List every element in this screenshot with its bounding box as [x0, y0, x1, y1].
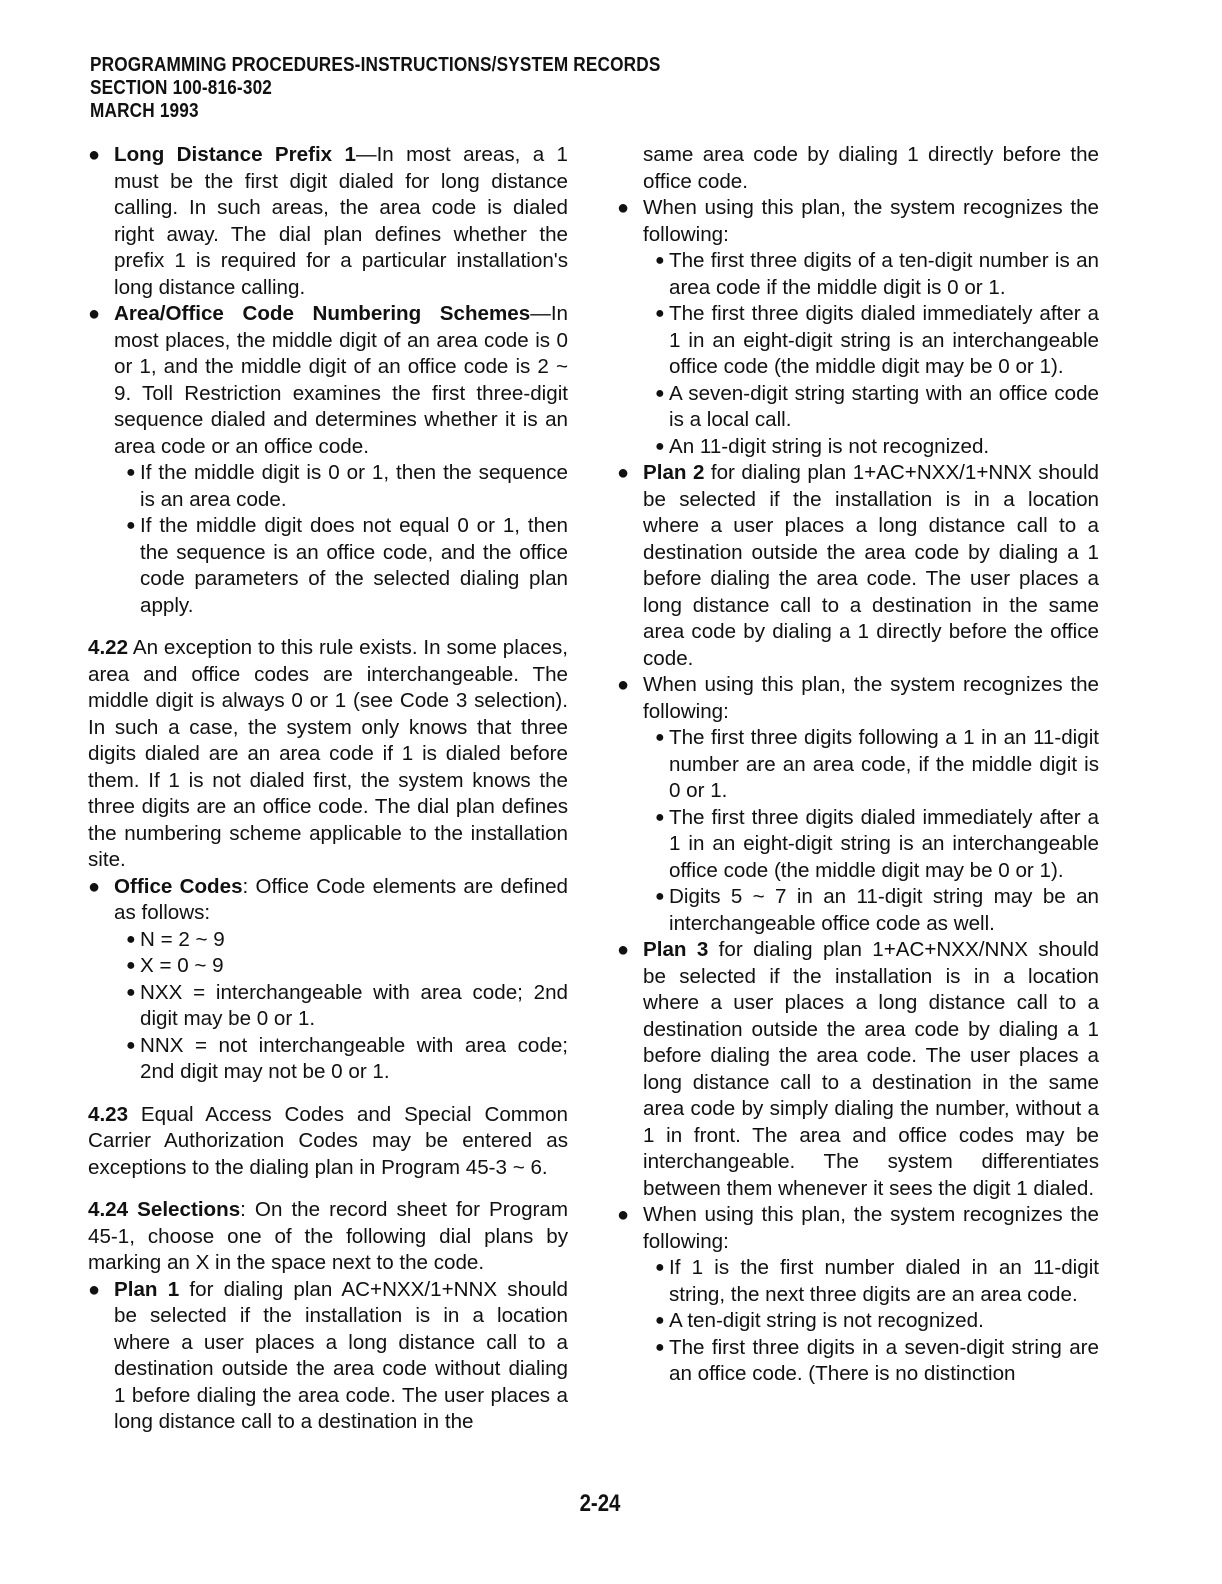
bullet-icon: ●	[617, 462, 630, 484]
bullet-icon: ●	[655, 1259, 665, 1276]
bullet-icon: ●	[655, 808, 665, 826]
paragraph-4-23: 4.23 Equal Access Codes and Special Common Carrier Authorization Codes may be entered as exceptions to the dialing plan in Program 45-3 ~ 6.	[88, 1102, 568, 1179]
sub-bullet: ● N = 2 ~ 9	[116, 927, 568, 954]
header-title: PROGRAMMING PROCEDURES-INSTRUCTIONS/SYSTEM RECORDS	[90, 54, 661, 76]
bullet-icon: ●	[617, 674, 630, 696]
bullet-plan3-recognizes: ● When using this plan, the system recognizes the following:	[617, 1203, 1099, 1253]
bullet-area-office-schemes: ● Area/Office Code Numbering Schemes—In most places, the middle digit of an area code is 0 or 1, and the middle digit of an office code is 2 ~ 9. Toll Restriction examines the first three-digit sequence dialed and determines whether it is an area code or an office code.	[88, 302, 568, 458]
sub-bullet: ● X = 0 ~ 9	[116, 953, 568, 980]
left-column	[88, 142, 568, 1436]
paragraph-4-22: 4.22 An exception to this rule exists. In some places, area and office codes are interchangeable. The middle digit is always 0 or 1 (see Code 3 selection). In such a case, the system only knows that three digits dialed are an area code if 1 is dialed before them. If 1 is not dialed first, the system knows the three digits are an office code. The dial plan defines the numbering scheme applicable to the installation site.	[88, 636, 568, 871]
bullet-icon: ●	[655, 1338, 665, 1356]
bullet-plan-1: ● Plan 1 for dialing plan AC+NXX/1+NNX should be selected if the installation is in a location where a user places a long distance call to a destination outside the area code without dialing 1 before dialing the area code. The user places a long distance call to a destination in the	[88, 1277, 568, 1433]
sub-bullet: ● The first three digits of a ten-digit number is an area code if the middle digit is 0 or 1.	[645, 248, 1099, 301]
header-date: MARCH 1993	[90, 100, 199, 122]
bullet-icon: ●	[126, 464, 136, 481]
bullet-icon: ●	[655, 1312, 665, 1329]
bullet-icon: ●	[655, 305, 665, 322]
sub-bullet: ● The first three digits following a 1 in an 11-digit number are an area code, if the middle digit is 0 or 1.	[645, 725, 1099, 805]
sub-bullet: ● A ten-digit string is not recognized.	[645, 1308, 1099, 1335]
bullet-icon: ●	[655, 437, 665, 455]
bullet-icon: ●	[126, 957, 136, 974]
bullet-icon: ●	[88, 144, 101, 166]
page-number: 2-24	[579, 1490, 621, 1517]
bullet-icon: ●	[655, 384, 665, 402]
sub-bullet: ● An 11-digit string is not recognized.	[645, 434, 1099, 461]
bullet-icon: ●	[617, 939, 630, 961]
bullet-office-codes: ● Office Codes: Office Code elements are defined as follows:	[88, 874, 568, 924]
paragraph-4-24: 4.24 Selections: On the record sheet for Program 45-1, choose one of the following dial plans by marking an X in the space next to the code.	[88, 1198, 568, 1274]
bullet-icon: ●	[126, 517, 136, 534]
bullet-icon: ●	[655, 252, 665, 269]
bullet-icon: ●	[126, 1036, 136, 1054]
header-section: SECTION 100-816-302	[90, 77, 273, 99]
sub-bullet: ● If 1 is the first number dialed in an 11-digit string, the next three digits are an area code.	[645, 1255, 1099, 1308]
continued-text: same area code by dialing 1 directly before the office code.	[643, 143, 1099, 193]
bullet-icon: ●	[655, 888, 665, 905]
page-header	[90, 54, 661, 123]
bullet-plan1-recognizes: ● When using this plan, the system recognizes the following:	[617, 196, 1099, 246]
right-column	[617, 142, 1099, 1388]
bullet-icon: ●	[126, 930, 136, 948]
sub-bullet: ● NXX = interchangeable with area code; 2nd digit may be 0 or 1.	[116, 980, 568, 1033]
sub-bullet: ● If the middle digit is 0 or 1, then the sequence is an area code.	[116, 460, 568, 513]
bullet-icon: ●	[88, 875, 101, 898]
sub-bullet: ● The first three digits in a seven-digit string are an office code. (There is no distinction	[645, 1335, 1099, 1388]
sub-bullet: ● The first three digits dialed immediately after a 1 in an eight-digit string is an interchangeable office code (the middle digit may be 0 or 1).	[645, 805, 1099, 885]
bullet-icon: ●	[126, 983, 136, 1001]
sub-bullet: ● NNX = not interchangeable with area code; 2nd digit may not be 0 or 1.	[116, 1033, 568, 1086]
bullet-plan-3: ● Plan 3 for dialing plan 1+AC+NXX/NNX should be selected if the installation is in a location where a user places a long distance call to a destination outside the area code by dialing a 1 before dialing the area code. The user places a long distance call to a destination in the same area code by simply dialing the number, without a 1 in front. The area and office codes may be interchangeable. The system differentiates between them whenever it sees the digit 1 dialed.	[617, 938, 1099, 1200]
bullet-plan-2: ● Plan 2 for dialing plan 1+AC+NXX/1+NNX should be selected if the installation is in a location where a user places a long distance call to a destination outside the area code by dialing a 1 before dialing the area code. The user places a long distance call to a destination in the same area code by dialing a 1 directly before the office code.	[617, 461, 1099, 670]
sub-bullet: ● If the middle digit does not equal 0 or 1, then the sequence is an office code, and the office code parameters of the selected dialing plan apply.	[116, 513, 568, 619]
bullet-icon: ●	[88, 303, 101, 325]
sub-bullet: ● The first three digits dialed immediately after a 1 in an eight-digit string is an interchangeable office code (the middle digit may be 0 or 1).	[645, 301, 1099, 381]
bullet-plan2-recognizes: ● When using this plan, the system recognizes the following:	[617, 673, 1099, 723]
sub-bullet: ● Digits 5 ~ 7 in an 11-digit string may be an interchangeable office code as well.	[645, 884, 1099, 937]
bullet-icon: ●	[655, 729, 665, 746]
bullet-icon: ●	[617, 197, 630, 219]
bullet-icon: ●	[88, 1278, 101, 1301]
bullet-long-distance-prefix: ● Long Distance Prefix 1—In most areas, a 1 must be the first digit dialed for long distance calling. In such areas, the area code is dialed right away. The dial plan defines whether the prefix 1 is required for a particular installation's long distance calling.	[88, 143, 568, 299]
bullet-icon: ●	[617, 1204, 630, 1226]
sub-bullet: ● A seven-digit string starting with an office code is a local call.	[645, 381, 1099, 434]
